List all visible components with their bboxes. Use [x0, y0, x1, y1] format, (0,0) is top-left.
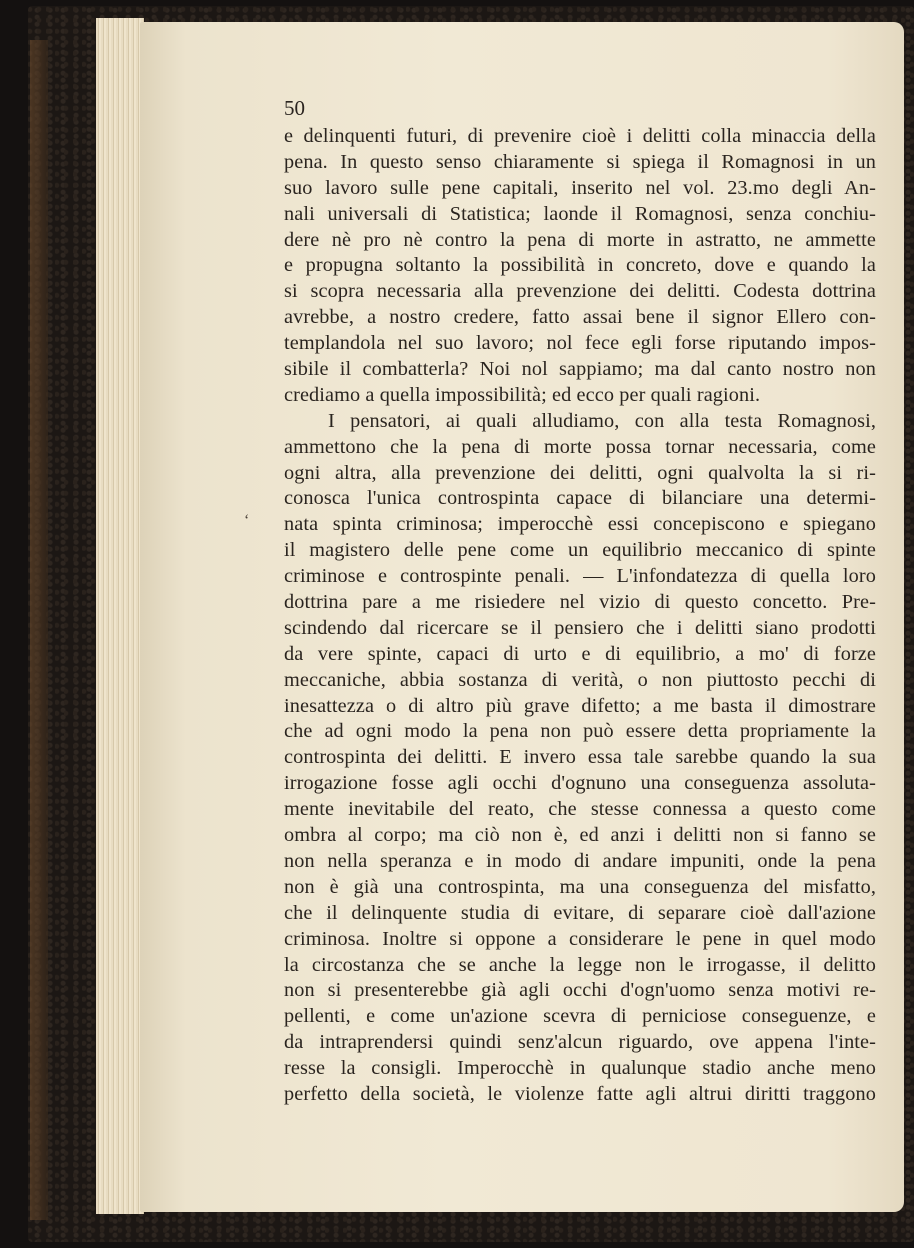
text-line: pena. In questo senso chiaramente si spiega il Romagnosi in un — [284, 150, 876, 173]
text-line: conosca l'unica controspinta capace di bilanciare una determi- — [284, 487, 876, 510]
text-line: non si presenterebbe già agli occhi d'ogn'uomo senza motivi re- — [284, 979, 876, 1002]
text-line: sibile il combatterla? Noi nol sappiamo; ma dal canto nostro non — [284, 358, 876, 381]
text-line: da intraprendersi quindi senz'alcun riguardo, ove appena l'inte- — [284, 1031, 876, 1054]
text-line: avrebbe, a nostro credere, fatto assai bene il signor Ellero con- — [284, 306, 876, 329]
text-line: e propugna soltanto la possibilità in concreto, dove e quando la — [284, 254, 876, 277]
text-line: I pensatori, ai quali alludiamo, con alla testa Romagnosi, — [328, 409, 876, 432]
text-line: templandola nel suo lavoro; nol fece egli forse riputando impos- — [284, 332, 876, 355]
body-text — [284, 124, 876, 1108]
page-edges — [96, 18, 144, 1214]
text-line: crediamo a quella impossibilità; ed ecco per quali ragioni. — [284, 383, 761, 406]
text-line: nata spinta criminosa; imperocchè essi concepiscono e spiegano — [284, 513, 876, 536]
text-line: scindendo dal ricercare se il pensiero che i delitti siano prodotti — [284, 616, 876, 639]
text-line: da vere spinte, capaci di urto e di equilibrio, a mo' di forze — [284, 642, 876, 665]
page-content — [284, 96, 876, 1108]
text-line: inesattezza o di altro più grave difetto; a me basta il dimostrare — [284, 694, 876, 717]
text-line: non nella speranza e in modo di andare impuniti, onde la pena — [284, 849, 876, 872]
page-number: 50 — [284, 96, 305, 120]
text-line: mente inevitabile del reato, che stesse connessa a questo come — [284, 798, 876, 821]
margin-mark: ʻ — [244, 512, 250, 529]
text-line: che il delinquente studia di evitare, di separare cioè dall'azione — [284, 901, 876, 924]
text-line: il magistero delle pene come un equilibrio meccanico di spinte — [284, 539, 876, 562]
text-line: perfetto della società, le violenze fatte agli altrui diritti traggono — [284, 1082, 876, 1105]
text-line: dottrina pare a me risiedere nel vizio di questo concetto. Pre- — [284, 591, 876, 614]
text-line: ombra al corpo; ma ciò non è, ed anzi i delitti non si fanno se — [284, 824, 876, 847]
text-line: dere nè pro nè contro la pena di morte in astratto, ne ammette — [284, 228, 876, 251]
text-line: nali universali di Statistica; laonde il Romagnosi, senza conchiu- — [284, 202, 876, 225]
text-line: non è già una controspinta, ma una conseguenza del misfatto, — [284, 875, 876, 898]
text-line: meccaniche, abbia sostanza di verità, o non piuttosto pecchi di — [284, 668, 876, 691]
text-line: si scopra necessaria alla prevenzione dei delitti. Codesta dottrina — [284, 280, 876, 303]
text-line: pellenti, e come un'azione scevra di perniciose conseguenze, e — [284, 1005, 876, 1028]
text-line: criminosa. Inoltre si oppone a considerare le pene in quel modo — [284, 927, 876, 950]
text-line: criminose e controspinte penali. — L'infondatezza di quella loro — [284, 565, 876, 588]
text-line: resse la consigli. Imperocchè in qualunque stadio anche meno — [284, 1057, 876, 1080]
text-line: suo lavoro sulle pene capitali, inserito nel vol. 23.mo degli An- — [284, 176, 876, 199]
text-line: controspinta dei delitti. E invero essa tale sarebbe quando la sua — [284, 746, 876, 769]
text-line: ammettono che la pena di morte possa tornar necessaria, come — [284, 435, 876, 458]
text-line: e delinquenti futuri, di prevenire cioè i delitti colla minaccia della — [284, 125, 876, 147]
cover-edge — [30, 40, 48, 1220]
text-line: che ad ogni modo la pena non può essere detta propriamente la — [284, 720, 876, 743]
text-line: la circostanza che se anche la legge non le irrogasse, il delitto — [284, 953, 876, 976]
text-line: irrogazione fosse agli occhi d'ognuno una conseguenza assoluta- — [284, 772, 876, 795]
text-line: ogni altra, alla prevenzione dei delitti, ogni qualvolta la si ri- — [284, 461, 876, 484]
